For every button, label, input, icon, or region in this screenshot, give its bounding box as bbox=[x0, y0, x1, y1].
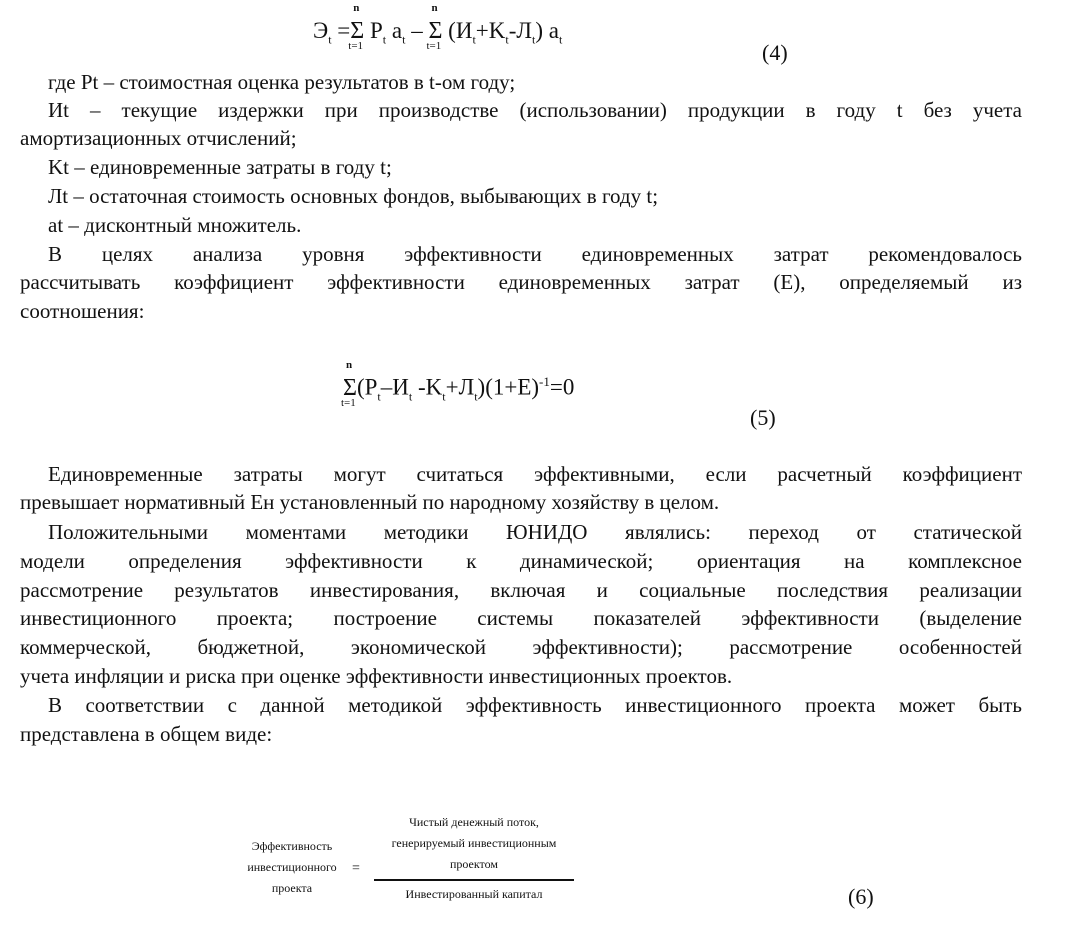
subscript: t bbox=[402, 32, 406, 47]
numerator-line: проектом bbox=[449, 857, 499, 871]
equation-number-4: (4) bbox=[762, 40, 788, 65]
definition-it: Иt – текущие издержки при производстве (использовании) продукции в году t без учета bbox=[48, 98, 1022, 122]
formula-symbol: (P bbox=[356, 374, 378, 400]
definition-kt: Kt – единовременные затраты в году t; bbox=[48, 155, 392, 179]
formula-4 bbox=[313, 2, 563, 52]
numerator-line: Чистый денежный поток, bbox=[409, 815, 539, 829]
formula-symbol: -K bbox=[412, 374, 443, 400]
formula-5 bbox=[341, 358, 575, 409]
paragraph-2-line-1: Единовременные затраты могут считаться эффективными, если расчетный коэффициент bbox=[48, 462, 1022, 486]
sum-lower: t=1 bbox=[341, 396, 356, 409]
subscript: t bbox=[442, 389, 446, 404]
subscript: t bbox=[474, 389, 478, 404]
sum-upper: n bbox=[431, 2, 438, 14]
paragraph-3-line-1: Положительными моментами методики ЮНИДО являлись: переход от статической bbox=[48, 520, 1022, 544]
subscript: t bbox=[377, 389, 381, 404]
formula-6-equals: = bbox=[352, 861, 360, 876]
sum-symbol: Σ n t=1 bbox=[348, 2, 365, 52]
subscript: t bbox=[505, 32, 509, 47]
formula-6-lhs bbox=[238, 836, 346, 899]
formula-symbol: +K bbox=[475, 18, 506, 43]
numerator-line: генерируемый инвестиционным bbox=[391, 836, 557, 850]
sum-lower: t=1 bbox=[426, 40, 442, 52]
sum-symbol: Σ n t=1 bbox=[426, 2, 443, 52]
formula-symbol: –И bbox=[380, 374, 409, 400]
sum-symbol: Σ n t=1 bbox=[341, 358, 357, 409]
paragraph-3-line-5: коммерческой, бюджетной, экономической эффективности); рассмотрение особенностей bbox=[20, 635, 1022, 659]
formula-symbol: )(1+E) bbox=[477, 374, 540, 400]
sum-lower: t=1 bbox=[348, 40, 364, 52]
formula-symbol: (И bbox=[448, 18, 473, 43]
formula-symbol: ) bbox=[535, 18, 543, 43]
sum-upper: n bbox=[346, 358, 353, 371]
definition-it-cont: амортизационных отчислений; bbox=[20, 126, 297, 150]
lhs-line: проекта bbox=[271, 881, 313, 895]
paragraph-1-line-2: рассчитывать коэффициент эффективности единовременных затрат (Е), определяемый из bbox=[20, 270, 1022, 294]
paragraph-3-line-3: рассмотрение результатов инвестирования, включая и социальные последствия реализации bbox=[20, 578, 1022, 602]
formula-symbol: =0 bbox=[549, 374, 575, 400]
subscript: t bbox=[472, 32, 476, 47]
paragraph-2-line-2: превышает нормативный Ен установленный по народному хозяйству в целом. bbox=[20, 490, 720, 514]
lhs-line: Эффективность bbox=[251, 839, 333, 853]
paragraph-1-line-1: В целях анализа уровня эффективности единовременных затрат рекомендовалось bbox=[48, 242, 1022, 266]
definition-pt: где Pt – стоимостная оценка результатов в t-ом году; bbox=[48, 70, 516, 94]
paragraph-1-line-3: соотношения: bbox=[20, 299, 145, 323]
formula-symbol: a bbox=[548, 18, 559, 43]
paragraph-4-line-1: В соответствии с данной методикой эффективность инвестиционного проекта может быть bbox=[48, 693, 1022, 717]
paragraph-4-line-2: представлена в общем виде: bbox=[20, 722, 273, 746]
formula-symbol: Э bbox=[313, 18, 329, 43]
subscript: t bbox=[408, 389, 413, 404]
formula-symbol: P bbox=[369, 18, 383, 43]
equation-number-6: (6) bbox=[848, 884, 874, 909]
subscript: t bbox=[328, 32, 332, 47]
formula-symbol: a bbox=[391, 18, 403, 43]
subscript: t bbox=[558, 32, 563, 47]
definition-lt: Лt – остаточная стоимость основных фондов, выбывающих в году t; bbox=[48, 184, 659, 208]
formula-symbol: -Л bbox=[508, 18, 532, 43]
lhs-line: инвестиционного bbox=[247, 860, 337, 874]
equation-number-5: (5) bbox=[750, 405, 776, 430]
formula-6-denominator: Инвестированный капитал bbox=[405, 887, 543, 901]
sum-upper: n bbox=[353, 2, 360, 14]
fraction-bar bbox=[374, 879, 574, 881]
subscript: t bbox=[531, 32, 536, 47]
formula-6-numerator bbox=[374, 812, 574, 875]
minus-sign: – bbox=[411, 18, 423, 43]
superscript: -1 bbox=[539, 374, 550, 389]
subscript: t bbox=[382, 32, 387, 47]
paragraph-3-line-2: модели определения эффективности к динамической; ориентация на комплексное bbox=[20, 549, 1022, 573]
paragraph-3-line-6: учета инфляции и риска при оценке эффективности инвестиционных проектов. bbox=[20, 664, 733, 688]
formula-symbol: +Л bbox=[445, 374, 475, 400]
equals-sign: = bbox=[337, 18, 351, 43]
definition-at: at – дисконтный множитель. bbox=[48, 213, 302, 237]
paragraph-3-line-4: инвестиционного проекта; построение системы показателей эффективности (выделение bbox=[20, 606, 1022, 630]
